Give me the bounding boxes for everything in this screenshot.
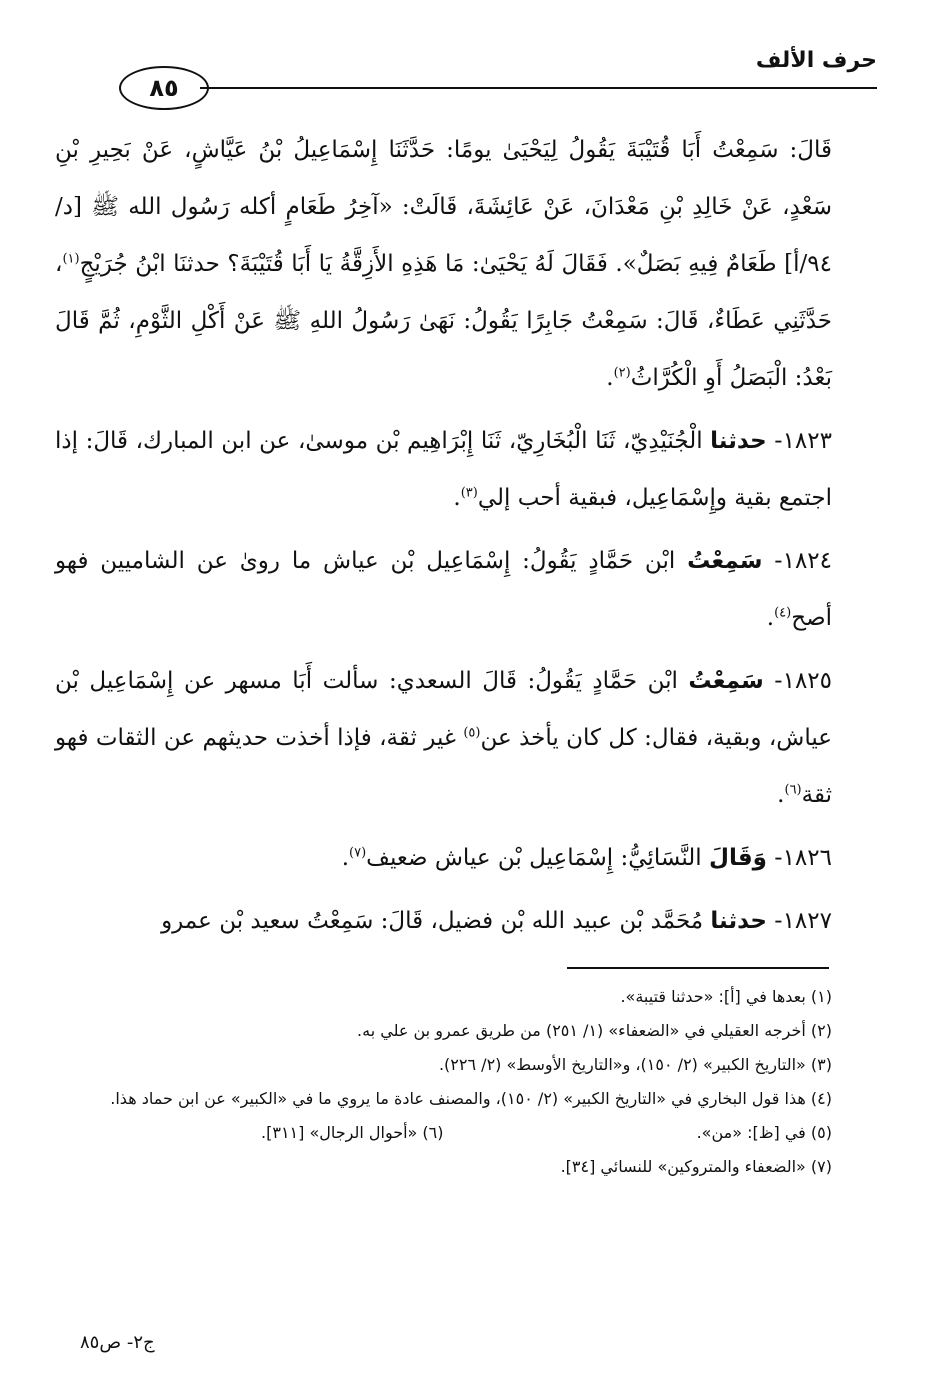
paragraph-text: ابْن حَمَّادٍ يَقُولُ: قَالَ السعدي: سألت أَبَا مسهر عن إِسْمَاعِيل بْن عياش، وبقية، فقال: كل كان يأخذ عن — [55, 668, 832, 751]
paragraph-text: قَالَ: سَمِعْتُ أَبَا قُتَيْبَةَ يَقُولُ لِيَحْيَىٰ يومًا: حَدَّثَنَا إِسْمَاعِيلُ بْنُ عَيَّاشٍ، عَنْ بَحِيرِ بْنِ سَعْدٍ، عَنْ خَالِدِ بْنِ مَعْدَانَ، عَنْ عَائِشَةَ، قَالَتْ: «آخِرُ طَعَامٍ أكله رَسُول الله ﷺ [د/٩٤/أ] طَعَامٌ فِيهِ بَصَلٌ». فَقَالَ لَهُ يَحْيَىٰ: مَا هَذِهِ الأَزِقَّةُ يَا أَبَا قُتَيْبَةَ؟ حدثنَا ابْنُ جُرَيْجٍ — [55, 137, 832, 277]
entry-number: ١٨٢٣- — [774, 428, 832, 454]
footnote-3: (٣) «التاريخ الكبير» (٢/ ١٥٠)، و«التاريخ الأوسط» (٢/ ٢٢٦). — [438, 1055, 832, 1074]
paragraph-text: مُحَمَّد بْن عبيد الله بْن فضيل، قَالَ: سَمِعْتُ سعيد بْن عمرو — [161, 908, 704, 934]
footnote-6: (٦) «أحوال الرجال» [٣١١]. — [261, 1123, 444, 1142]
footnote-separator — [567, 967, 829, 969]
footnote-marker: (٢) — [613, 365, 631, 381]
entry-lead: حدثنا — [710, 908, 767, 934]
header-rule — [200, 87, 877, 89]
footnote-marker: (٦) — [784, 782, 802, 798]
entry-lead: حدثنا — [710, 428, 767, 454]
page-number: ٨٥ — [119, 66, 209, 110]
footnote-marker: (٧) — [349, 845, 367, 861]
paragraph-text: ابْن حَمَّادٍ يَقُولُ: إِسْمَاعِيل بْن عياش ما روىٰ عن الشاميين فهو أصح — [55, 548, 832, 631]
hadith-1825 — [55, 653, 832, 824]
footnote-1: (١) بعدها في [أ]: «حدثنا قتيبة». — [620, 987, 832, 1006]
entry-number: ١٨٢٦- — [774, 845, 832, 871]
entry-number: ١٨٢٥- — [774, 668, 833, 694]
footnote-marker: (٤) — [774, 605, 792, 621]
paragraph-text: غير ثقة، فإذا أخذت حديثهم عن الثقات فهو ثقة — [55, 725, 832, 808]
footnote-marker: (١) — [62, 251, 80, 267]
running-header — [55, 40, 877, 100]
entry-lead: وَقَالَ — [709, 845, 767, 871]
hadith-1826 — [55, 830, 832, 887]
footnote-5: (٥) في [ظ]: «من». — [696, 1123, 832, 1142]
paragraph-text: . — [453, 485, 461, 511]
paragraph-text: . — [766, 605, 775, 631]
footnote-7: (٧) «الضعفاء والمتروكين» للنسائي [٣٤]. — [560, 1157, 832, 1176]
entry-number: ١٨٢٧- — [774, 908, 832, 934]
entry-lead: سَمِعْتُ — [688, 668, 764, 694]
paragraph-text: . — [777, 782, 785, 808]
hadith-1827 — [55, 893, 832, 950]
footnote-4: (٤) هذا قول البخاري في «التاريخ الكبير» (٢/ ١٥٠)، والمصنف عادة ما يروي ما في «الكبير» عن ابن حماد هذا. — [110, 1089, 832, 1108]
entry-lead: سَمِعْتُ — [687, 548, 763, 574]
entry-number: ١٨٢٤- — [774, 548, 833, 574]
paragraph-text: الْجُنَيْدِيّ، ثَنَا الْبُخَارِيّ، ثَنَا إِبْرَاهِيم بْن موسىٰ، عن ابن المبارك، قَالَ: إذا اجتمع بقية وإِسْمَاعِيل، فبقية أحب إلي — [55, 428, 832, 511]
chapter-title: حرف الألف — [755, 48, 877, 73]
volume-page-ref: ج٢- ص٨٥ — [80, 1332, 155, 1353]
footnote-marker: (٣) — [460, 485, 478, 501]
footnote-marker: (٥) — [463, 725, 481, 741]
footnote-2: (٢) أخرجه العقيلي في «الضعفاء» (١/ ٢٥١) من طريق عمرو بن علي به. — [357, 1021, 832, 1040]
hadith-1823 — [55, 413, 832, 527]
paragraph-continuation — [55, 122, 832, 407]
main-text — [55, 122, 832, 950]
footnotes — [55, 980, 832, 1184]
paragraph-text: . — [606, 365, 614, 391]
paragraph-text: النَّسَائِيُّ: إِسْمَاعِيل بْن عياش ضعيف — [366, 845, 702, 871]
paragraph-text: ، حَدَّثَنِي عَطَاءٌ، قَالَ: سَمِعْتُ جَابِرًا يَقُولُ: نَهَىٰ رَسُولُ اللهِ ﷺ عَنْ أَكْلِ الثَّوْمِ، ثُمَّ قَالَ بَعْدُ: الْبَصَلُ أَوِ الْكُرَّاثُ — [55, 251, 832, 391]
paragraph-text: . — [341, 845, 350, 871]
hadith-1824 — [55, 533, 832, 647]
footnote-row — [55, 1116, 832, 1150]
